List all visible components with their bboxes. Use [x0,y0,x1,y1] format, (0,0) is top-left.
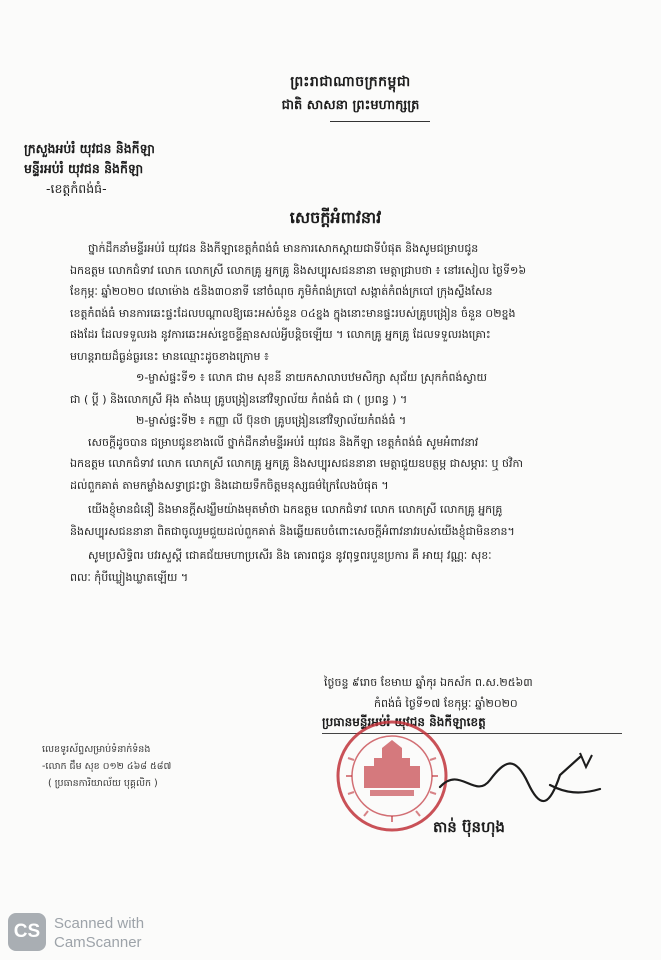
contact-role: ( ប្រធានការិយាល័យ បុគ្គលិក ) [48,778,158,789]
department-line: មន្ទីរអប់រំ យុវជន និងកីឡា [24,161,144,176]
province-line: -ខេត្តកំពង់ធំ- [46,181,107,196]
body-line: និងសប្បុរសជននានា ពិតជាចូលរួមជួយដល់ពួកគាត់ និងឆ្លើយតបចំពោះសេចក្តីអំពាវនាវរបស់យើងខ្ញុំជាមិនខាន។ [70,524,515,538]
body-line: មហន្តរាយដ៏ធ្ងន់ធ្ងរនេះ មានឈ្មោះដូចខាងក្រោម ៖ [70,349,269,363]
body-line: ថ្នាក់ដឹកនាំមន្ទីរអប់រំ យុវជន និងកីឡាខេត្តកំពង់ធំ មានការសោកស្តាយជាទីបំផុត និងសូមជម្រាបជូន [88,242,479,255]
document-title: សេចក្តីអំពាវនាវ [289,208,382,227]
ministry-line: ក្រសួងអប់រំ យុវជន និងកីឡា [24,141,155,156]
contact-phone: -លោក ជឹម សុខ ០១២ ៤៦៨ ៥៨៧ [42,761,172,772]
document-body [70,238,642,588]
body-line: សូមប្រសិទ្ធិពរ បវរសួស្តី ជោគជ័យមហាប្រសើរ និង គោរពជូន នូវពុទ្ធពរបួនប្រការ គឺ អាយុ វណ្ណៈ សុខៈ [88,549,492,562]
body-line: ពលៈ កុំបីឃ្លៀងឃ្លាតឡើយ ។ [70,570,189,584]
body-line: សេចក្តីដូចបាន ជម្រាបជូនខាងលើ ថ្នាក់ដឹកនាំមន្ទីរអប់រំ យុវជន និងកីឡា ខេត្តកំពង់ធំ សូមអំពាវនាវ [88,435,479,449]
body-line: ដល់ពួកគាត់ តាមកម្លាំងសទ្ធាជ្រះថ្លា និងដោយទឹកចិត្តមនុស្សធម៌ក្រៃលែងបំផុត ។ [70,478,389,492]
watermark-line: Scanned with [54,915,145,932]
body-line: ឯកឧត្តម លោកជំទាវ លោក លោកស្រី លោកគ្រូ អ្នកគ្រូ និងសប្បុរសជននានា មេត្តាជួយឧបត្ថម្ភ ជាសម្ភារៈ ឬ ថវិកា [70,457,523,470]
body-line: យើងខ្ញុំមានជំនឿ និងមានក្តីសង្ឃឹមយ៉ាងមុតមាំថា ឯកឧត្តម លោកជំទាវ លោក លោកស្រី លោកគ្រូ អ្នកគ្រូ [88,503,503,516]
handwritten-signature-icon [430,745,610,815]
scanner-watermark [54,914,144,952]
lunar-date: ថ្ងៃចន្ទ ៩រោច ខែមាឃ ឆ្នាំកុរ ឯកស័ក ព.ស.២៥៦៣ [324,676,533,689]
contact-heading: លេខទូរស័ព្ទសម្រាប់ទំនាក់ទំនង [42,744,151,755]
body-line: ផងដែរ ដែលទទួលរង នូវការឆេះអស់ខ្ទេចខ្ទីគ្មានសល់អ្វីបន្តិចឡើយ ។ លោកគ្រូ អ្នកគ្រូ ដែលទទួលរងគ្រោះ [70,328,491,341]
watermark-line: CamScanner [54,934,142,951]
body-line: ខែកុម្ភៈ ឆ្នាំ២០២០ វេលាម៉ោង ៥និង៣០នាទី នៅចំណុច ភូមិកំពង់ក្របៅ សង្កាត់កំពង់ក្របៅ ក្រុងស្ទឹងសែន [70,285,493,298]
national-motto: ជាតិ សាសនា ព្រះមហាក្សត្រ [281,98,420,113]
motto-divider [330,121,430,122]
signatory-title: ប្រធានមន្ទីរអប់រំ យុវជន និងកីឡាខេត្ត [322,715,486,729]
camscanner-logo-icon: CS [8,913,46,951]
signer-name: តាន់ ប៊ុនហុង [433,818,505,836]
date-block [324,672,654,714]
contact-note [42,741,171,792]
body-line: ខេត្តកំពង់ធំ មានការឆេះផ្ទះដែលបណ្តាលឱ្យឆេះអស់ចំនួន ០៤ខ្នង ក្នុងនោះមានផ្ទះរបស់គ្រូបង្រៀន ចំនួន ០២ខ្នង [70,306,516,320]
list-item: ១-ម្ចាស់ផ្ទះទី១ ៖ លោក ជាម សុខនី នាយកសាលាបឋមសិក្សា សុជ័យ ស្រុកកំពង់ស្វាយ [136,371,487,384]
list-item-continuation: ជា ( ប្តី ) និងលោកស្រី អ៊ុង តាំងឃុ គ្រូបង្រៀននៅវិទ្យាល័យ កំពង់ធំ ជា ( ប្រពន្ធ ) ។ [70,392,408,406]
ministry-block [24,139,155,199]
solar-date: កំពង់ធំ ថ្ងៃទី១៧ ខែកុម្ភៈ ឆ្នាំ២០២០ [374,697,518,710]
kingdom-heading: ព្រះរាជាណាចក្រកម្ពុជា [290,74,411,90]
list-item: ២-ម្ចាស់ផ្ទះទី២ ៖ កញ្ញា លី ប៊ុនថា គ្រូបង្រៀននៅវិទ្យាល័យកំពង់ធំ ។ [136,414,407,427]
body-line: ឯកឧត្តម លោកជំទាវ លោក លោកស្រី លោកគ្រូ អ្នកគ្រូ និងសប្បុរសជននានា មេត្តាជ្រាបថា ៖ នៅរសៀល ថ្ងៃទី១៦ [70,263,527,277]
